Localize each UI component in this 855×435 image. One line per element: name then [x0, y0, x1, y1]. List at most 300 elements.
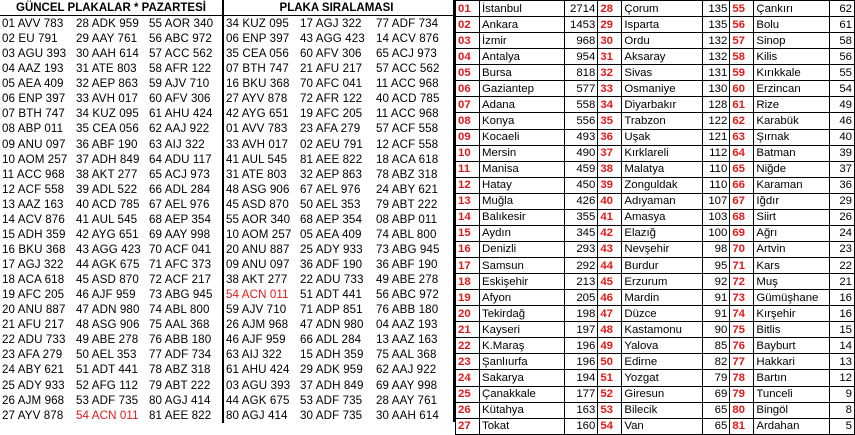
city-count: 198: [564, 306, 598, 322]
plate-entry: 30 ADF 735: [300, 408, 363, 422]
plate-entry: 41 AUL 545: [226, 152, 288, 166]
plate-entry: 62 AAJ 922: [149, 122, 210, 136]
ranking-row: [456, 322, 855, 338]
city-count: 112: [702, 145, 729, 161]
city-name: Batman: [754, 145, 829, 161]
plate-code: 68: [730, 209, 754, 225]
city-ranking-table: [455, 0, 855, 435]
plate-entry: 73 ABG 945: [149, 288, 213, 302]
plate-code: 33: [598, 81, 622, 97]
city-name: Hakkari: [754, 354, 829, 370]
plate-ranking-title: PLAKA SIRALAMASI: [279, 1, 394, 14]
city-count: 82: [702, 354, 729, 370]
city-name: Kırklareli: [622, 145, 703, 161]
plate-code: 49: [598, 338, 622, 354]
plate-entry: 13 AAZ 163: [376, 333, 438, 347]
city-name: İstanbul: [480, 1, 565, 17]
city-count: 355: [564, 209, 598, 225]
plate-entry: 54 ACN 011: [76, 408, 139, 422]
city-name: Hatay: [480, 177, 565, 193]
city-count: 577: [564, 81, 598, 97]
plate-entry: 36 ABF 190: [76, 137, 138, 151]
plate-entry: 41 AUL 545: [76, 212, 138, 226]
plate-entry: 36 ABF 190: [376, 258, 438, 271]
plate-code: 48: [598, 322, 622, 338]
plate-entry: 63 AIJ 322: [149, 137, 205, 151]
plate-entry: 20 ANU 887: [226, 242, 290, 256]
city-name: Giresun: [622, 386, 703, 402]
plate-column-4: [224, 16, 298, 423]
plate-entry: 27 AYV 878: [2, 408, 64, 422]
plate-entry: 15 ADH 359: [2, 227, 66, 241]
city-count: 160: [564, 418, 598, 434]
plate-code: 52: [598, 386, 622, 402]
plate-entry: 42 AYG 651: [76, 227, 139, 241]
plate-entry: 18 ACA 618: [2, 273, 65, 287]
plate-code: 02: [456, 17, 480, 33]
plate-code: 03: [456, 33, 480, 49]
plate-entry: 08 ABP 011: [376, 212, 438, 226]
city-count: 21: [829, 274, 854, 290]
plate-code: 25: [456, 386, 480, 402]
city-name: Kayseri: [480, 322, 565, 338]
city-name: Aydın: [480, 225, 565, 241]
plate-entry: 20 ANU 887: [2, 303, 66, 317]
plate-code: 07: [456, 97, 480, 113]
plate-entry: 58 AFR 122: [149, 62, 212, 76]
city-name: Niğde: [754, 161, 829, 177]
plate-entry: 74 ABL 800: [149, 303, 210, 317]
plate-entry: 45 ASD 870: [226, 197, 289, 211]
plate-entry: 01 AVV 783: [2, 17, 64, 30]
city-name: Amasya: [622, 209, 703, 225]
plate-entry: 07 BTH 747: [226, 62, 289, 76]
plate-code: 04: [456, 49, 480, 65]
plate-code: 58: [730, 49, 754, 65]
city-count: 98: [702, 241, 729, 257]
plate-entry: 62 AAJ 922: [376, 363, 437, 377]
plate-entry: 39 ADL 522: [76, 182, 138, 196]
plate-entry: 37 ADH 849: [300, 378, 364, 392]
city-name: Karaman: [754, 177, 829, 193]
city-count: 122: [702, 113, 729, 129]
city-count: 92: [702, 274, 729, 290]
city-name: Adana: [480, 97, 565, 113]
city-name: Malatya: [622, 161, 703, 177]
city-name: Sinop: [754, 33, 829, 49]
plate-entry: 37 ADH 849: [76, 152, 140, 166]
plate-entry: 75 AAL 368: [376, 348, 437, 362]
city-name: K.Maraş: [480, 338, 565, 354]
ranking-row: [456, 177, 855, 193]
plate-entry: 77 ADF 734: [376, 17, 439, 30]
plate-code: 60: [730, 81, 754, 97]
city-name: Karabük: [754, 113, 829, 129]
plate-entry: 59 AJV 710: [149, 77, 210, 91]
plate-code: 14: [456, 209, 480, 225]
city-name: Kırşehir: [754, 306, 829, 322]
city-count: 65: [702, 418, 729, 434]
plate-entry: 49 ABE 278: [76, 333, 139, 347]
city-name: Çankırı: [754, 1, 829, 17]
city-name: Edirne: [622, 354, 703, 370]
city-count: 65: [702, 402, 729, 418]
city-name: Uşak: [622, 129, 703, 145]
city-name: Yozgat: [622, 370, 703, 386]
city-name: Kocaeli: [480, 129, 565, 145]
plate-entry: 56 ABC 972: [376, 288, 439, 302]
plate-entry: 08 ABP 011: [2, 122, 64, 136]
plate-entry: 50 AEL 353: [300, 197, 361, 211]
plate-entry: 72 AFR 122: [300, 92, 363, 106]
city-name: Muş: [754, 274, 829, 290]
plate-code: 21: [456, 322, 480, 338]
ranking-row: [456, 258, 855, 274]
city-ranking-panel: [455, 0, 855, 433]
ranking-row: [456, 193, 855, 209]
plate-entry: 28 ADK 959: [76, 17, 139, 30]
plate-entry: 40 ACD 785: [76, 197, 140, 211]
city-count: 13: [829, 354, 854, 370]
plate-entry: 05 AEA 409: [300, 227, 362, 241]
plate-code: 51: [598, 370, 622, 386]
plate-entry: 03 AGU 393: [226, 378, 291, 392]
city-count: 39: [829, 145, 854, 161]
plate-code: 29: [598, 17, 622, 33]
city-name: Denizli: [480, 241, 565, 257]
plate-entry: 81 AEE 822: [149, 408, 212, 422]
plate-entry: 23 AFA 279: [300, 122, 361, 136]
city-count: 100: [702, 225, 729, 241]
plate-code: 26: [456, 402, 480, 418]
plate-entry: 25 ADY 933: [300, 242, 363, 256]
plate-code: 17: [456, 258, 480, 274]
plate-entry: 64 ADU 117: [149, 152, 212, 166]
ranking-row: [456, 306, 855, 322]
plate-code: 35: [598, 113, 622, 129]
city-count: 107: [702, 193, 729, 209]
plate-entry: 38 AKT 277: [226, 273, 288, 287]
plate-entry: 35 CEA 056: [226, 47, 289, 61]
city-name: Çorum: [622, 1, 703, 17]
ranking-row: [456, 97, 855, 113]
plate-code: 39: [598, 177, 622, 193]
plate-entry: 65 ACJ 973: [376, 47, 437, 61]
plate-code: 71: [730, 258, 754, 274]
city-name: Burdur: [622, 258, 703, 274]
plate-entry: 12 ACF 558: [2, 182, 65, 196]
plate-column-2: [74, 16, 147, 423]
plate-entry: 42 AYG 651: [226, 107, 289, 121]
ranking-row: [456, 17, 855, 33]
ranking-row: [456, 386, 855, 402]
plate-entry: 38 AKT 277: [76, 167, 138, 181]
city-name: Tekirdağ: [480, 306, 565, 322]
city-name: Zonguldak: [622, 177, 703, 193]
plate-code: 50: [598, 354, 622, 370]
city-count: 196: [564, 338, 598, 354]
city-count: 205: [564, 290, 598, 306]
city-name: Bartın: [754, 370, 829, 386]
city-name: Afyon: [480, 290, 565, 306]
plate-entry: 76 ABB 180: [149, 333, 212, 347]
city-count: 450: [564, 177, 598, 193]
ranking-row: [456, 418, 855, 434]
ranking-row: [456, 65, 855, 81]
plate-code: 44: [598, 258, 622, 274]
city-name: Kars: [754, 258, 829, 274]
plate-code: 22: [456, 338, 480, 354]
ranking-row: [456, 338, 855, 354]
city-name: Diyarbakır: [622, 97, 703, 113]
plate-entry: 30 AAH 614: [76, 47, 139, 61]
city-name: Mardin: [622, 290, 703, 306]
plate-entry: 50 AEL 353: [76, 348, 137, 362]
plate-code: 08: [456, 113, 480, 129]
plate-code: 47: [598, 306, 622, 322]
city-count: 459: [564, 161, 598, 177]
city-count: 55: [829, 65, 854, 81]
plate-code: 54: [598, 418, 622, 434]
plate-entry: 24 ABY 621: [376, 182, 439, 196]
city-count: 131: [702, 65, 729, 81]
city-count: 163: [564, 402, 598, 418]
plate-code: 79: [730, 386, 754, 402]
city-name: Osmaniye: [622, 81, 703, 97]
plate-entry: 70 ACF 041: [149, 242, 212, 256]
city-count: 103: [702, 209, 729, 225]
city-name: Bayburt: [754, 338, 829, 354]
city-count: 91: [702, 306, 729, 322]
plate-entry: 49 ABE 278: [376, 273, 439, 287]
plate-code: 66: [730, 177, 754, 193]
city-count: 26: [829, 209, 854, 225]
plate-entry: 53 ADF 735: [300, 393, 363, 407]
plate-code: 01: [456, 1, 480, 17]
plate-code: 80: [730, 402, 754, 418]
city-count: 54: [829, 81, 854, 97]
city-count: 90: [702, 322, 729, 338]
city-name: Siirt: [754, 209, 829, 225]
plate-entry: 31 ATE 803: [76, 62, 137, 76]
plate-entry: 34 KUZ 095: [226, 17, 289, 30]
plate-code: 23: [456, 354, 480, 370]
plate-code: 76: [730, 338, 754, 354]
plate-code: 65: [730, 161, 754, 177]
city-name: Bilecik: [622, 402, 703, 418]
current-plates-title: GÜNCEL PLAKALAR * PAZARTESİ: [0, 0, 224, 15]
plate-entry: 03 AGU 393: [2, 47, 67, 61]
plate-entry: 05 AEA 409: [2, 77, 64, 91]
plate-entry: 48 ASG 906: [76, 318, 140, 332]
plate-code: 15: [456, 225, 480, 241]
plate-entry: 69 AAY 998: [376, 378, 438, 392]
ranking-row: [456, 113, 855, 129]
ranking-row: [456, 161, 855, 177]
plate-entry: 57 ACC 562: [376, 62, 440, 76]
plate-entry: 79 ABT 222: [376, 197, 438, 211]
city-name: Artvin: [754, 241, 829, 257]
plate-entry: 66 ADL 284: [149, 182, 211, 196]
city-count: 426: [564, 193, 598, 209]
plate-entry: 67 AEL 976: [300, 182, 361, 196]
plate-entry: 69 AAY 998: [149, 227, 211, 241]
plate-code: 61: [730, 97, 754, 113]
plate-entry: 17 AGJ 322: [2, 258, 64, 271]
plate-entry: 19 AFC 205: [2, 288, 65, 302]
city-name: Düzce: [622, 306, 703, 322]
city-count: 5: [829, 418, 854, 434]
plate-code: 70: [730, 241, 754, 257]
ranking-row: [456, 209, 855, 225]
plate-code: 45: [598, 274, 622, 290]
plate-code: 37: [598, 145, 622, 161]
city-count: 23: [829, 241, 854, 257]
plate-entry: 32 AEP 863: [76, 77, 139, 91]
plate-code: 06: [456, 81, 480, 97]
city-name: Kilis: [754, 49, 829, 65]
plate-code: 40: [598, 193, 622, 209]
city-name: Sivas: [622, 65, 703, 81]
city-count: 62: [829, 1, 854, 17]
plate-entry: 54 ACN 011: [226, 288, 289, 302]
plate-entry: 16 BKU 368: [226, 77, 290, 91]
ranking-row: [456, 145, 855, 161]
plate-column-3: [147, 16, 224, 423]
city-name: Gümüşhane: [754, 290, 829, 306]
city-count: 556: [564, 113, 598, 129]
plate-code: 27: [456, 418, 480, 434]
plate-code: 34: [598, 97, 622, 113]
city-count: 58: [829, 33, 854, 49]
plate-entry: 26 AJM 968: [2, 393, 65, 407]
city-name: Ağrı: [754, 225, 829, 241]
ranking-row: [456, 290, 855, 306]
city-name: Muğla: [480, 193, 565, 209]
plate-entry: 55 AOR 340: [149, 17, 214, 30]
plate-entry: 52 AFG 112: [76, 378, 139, 392]
plate-entry: 71 AFC 373: [149, 258, 212, 271]
city-count: 14: [829, 338, 854, 354]
plate-entry: 07 BTH 747: [2, 107, 65, 121]
plate-code: 38: [598, 161, 622, 177]
ranking-row: [456, 370, 855, 386]
plate-entry: 77 ADF 734: [149, 348, 212, 362]
city-name: Sakarya: [480, 370, 565, 386]
plate-column-6: [374, 16, 449, 423]
plate-entry: 06 ENP 397: [226, 32, 290, 46]
plate-entry: 11 ACC 968: [376, 107, 439, 121]
plate-code: 73: [730, 290, 754, 306]
plate-entry: 43 AGG 423: [76, 242, 141, 256]
plate-entry: 35 CEA 056: [76, 122, 139, 136]
plate-entry: 04 AAZ 193: [376, 318, 438, 332]
plate-entry: 55 AOR 340: [226, 212, 291, 226]
city-count: 91: [702, 290, 729, 306]
plate-code: 28: [598, 1, 622, 17]
plate-entry: 18 ACA 618: [376, 152, 439, 166]
plate-entry: 19 AFC 205: [300, 107, 363, 121]
plate-entry: 80 AGJ 414: [149, 393, 211, 407]
plate-code: 10: [456, 145, 480, 161]
ranking-row: [456, 225, 855, 241]
plate-entry: 76 ABB 180: [376, 303, 439, 317]
plate-entry: 51 ADT 441: [300, 288, 363, 302]
ranking-row: [456, 241, 855, 257]
plate-entry: 15 ADH 359: [300, 348, 364, 362]
plate-code: 75: [730, 322, 754, 338]
plate-code: 11: [456, 161, 480, 177]
city-count: 558: [564, 97, 598, 113]
plate-code: 62: [730, 113, 754, 129]
plate-entry: 44 AGK 675: [226, 393, 290, 407]
ranking-row: [456, 1, 855, 17]
plate-code: 59: [730, 65, 754, 81]
city-count: 493: [564, 129, 598, 145]
plate-entry: 43 AGG 423: [300, 32, 365, 46]
city-count: 29: [829, 193, 854, 209]
plate-entry: 30 AAH 614: [376, 408, 439, 422]
plate-entry: 21 AFU 217: [300, 62, 363, 76]
plate-entry: 22 ADU 733: [2, 333, 66, 347]
city-count: 128: [702, 97, 729, 113]
plate-code: 20: [456, 306, 480, 322]
plate-entry: 14 ACV 876: [2, 212, 65, 226]
plate-entry: 51 ADT 441: [76, 363, 139, 377]
plate-code: 18: [456, 274, 480, 290]
plate-entry: 65 ACJ 973: [149, 167, 210, 181]
plate-entry: 44 AGK 675: [76, 258, 140, 271]
plate-column-5: [298, 16, 374, 423]
plate-entry: 09 ANU 097: [2, 137, 66, 151]
plate-code: 30: [598, 33, 622, 49]
city-count: 79: [702, 370, 729, 386]
plate-entry: 68 AEP 354: [149, 212, 212, 226]
plate-entry: 25 ADY 933: [2, 378, 65, 392]
city-count: 56: [829, 49, 854, 65]
plate-entry: 02 EU 791: [2, 32, 58, 46]
city-name: Konya: [480, 113, 565, 129]
city-name: Tokat: [480, 418, 565, 434]
plate-code: 64: [730, 145, 754, 161]
city-count: 177: [564, 386, 598, 402]
plate-entry: 47 ADN 980: [300, 318, 364, 332]
plate-entry: 36 ADF 190: [300, 258, 363, 271]
plate-entry: 78 ABZ 318: [149, 363, 211, 377]
plate-code: 57: [730, 33, 754, 49]
plate-entry: 22 ADU 733: [300, 273, 364, 287]
city-count: 22: [829, 258, 854, 274]
city-name: Şırnak: [754, 129, 829, 145]
plate-entry: 23 AFA 279: [2, 348, 63, 362]
plate-entry: 40 ACD 785: [376, 92, 440, 106]
city-name: Rize: [754, 97, 829, 113]
city-count: 135: [702, 17, 729, 33]
plate-code: 72: [730, 274, 754, 290]
city-name: Kastamonu: [622, 322, 703, 338]
plate-entry: 11 ACC 968: [2, 167, 65, 181]
plate-entry: 24 ABY 621: [2, 363, 65, 377]
city-name: Tunceli: [754, 386, 829, 402]
plate-entry: 68 AEP 354: [300, 212, 363, 226]
plate-entry: 66 ADL 284: [300, 333, 362, 347]
plate-entry: 78 ABZ 318: [376, 167, 438, 181]
city-count: 37: [829, 161, 854, 177]
plate-code: 41: [598, 209, 622, 225]
plate-code: 63: [730, 129, 754, 145]
plate-columns: [0, 16, 453, 423]
city-count: 110: [702, 177, 729, 193]
